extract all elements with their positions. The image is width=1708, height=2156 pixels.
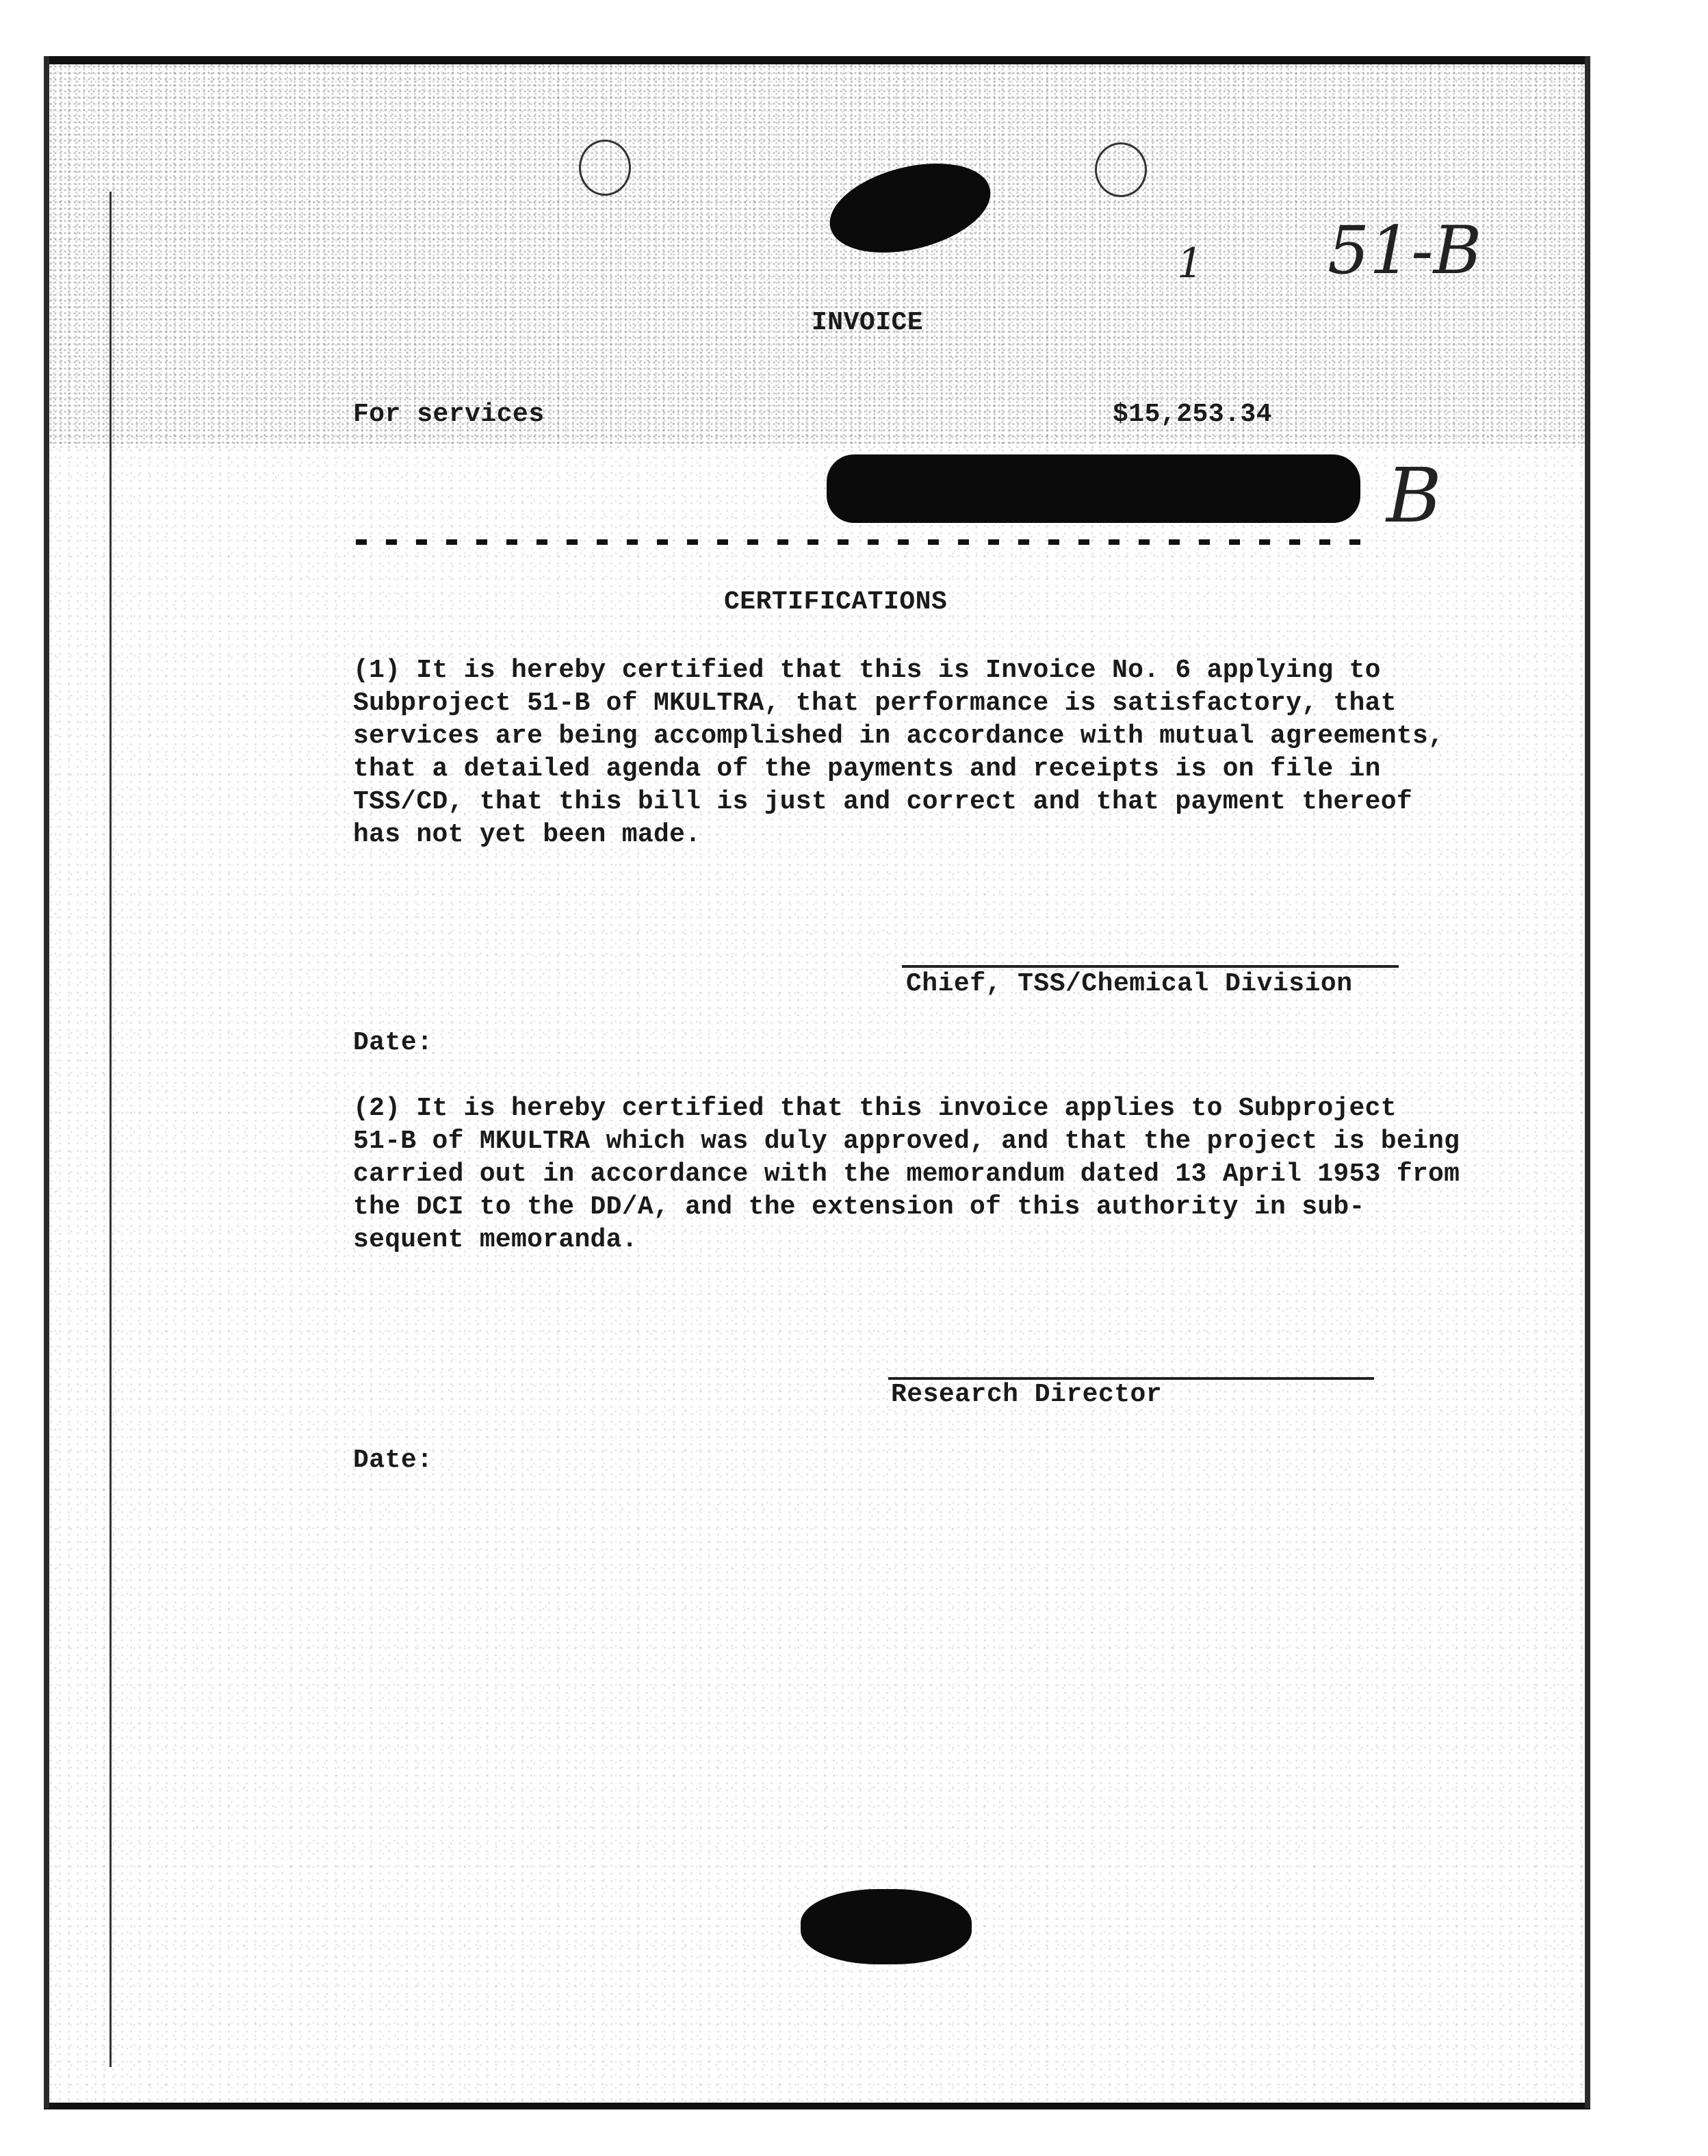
cert1-line: services are being accomplished in accordance with mutual agreements, xyxy=(353,721,1445,751)
separator-line xyxy=(356,539,1362,545)
date-label-1: Date: xyxy=(353,1028,433,1057)
cert2-line: carried out in accordance with the memorandum dated 13 April 1953 from xyxy=(353,1159,1460,1189)
cert1-line: has not yet been made. xyxy=(353,820,701,849)
cert2-line: the DCI to the DD/A, and the extension of this authority in sub- xyxy=(353,1192,1365,1222)
cert1-line: (1) It is hereby certified that this is Invoice No. 6 applying to xyxy=(353,656,1381,685)
redaction-payee xyxy=(827,454,1360,523)
certifications-heading: CERTIFICATIONS xyxy=(724,587,948,617)
invoice-title: INVOICE xyxy=(812,308,924,337)
scan-frame-left xyxy=(44,56,49,2108)
certification-1 xyxy=(353,654,1444,851)
cert1-line: that a detailed agenda of the payments and receipts is on file in xyxy=(353,754,1381,784)
cert2-line: 51-B of MKULTRA which was duly approved, and that the project is being xyxy=(353,1127,1460,1156)
handwritten-number: 51-B xyxy=(1328,212,1482,289)
redaction-bottom xyxy=(801,1889,972,1964)
handwritten-mark: 1 xyxy=(1177,240,1204,287)
handwritten-letter: B xyxy=(1386,452,1442,539)
scan-frame-right xyxy=(1585,56,1590,2108)
signature-1-title: Chief, TSS/Chemical Division xyxy=(906,969,1353,999)
handwritten-circle-c xyxy=(1095,142,1147,197)
date-label-2: Date: xyxy=(353,1446,433,1475)
invoice-amount: $15,253.34 xyxy=(1113,400,1273,429)
cert1-line: TSS/CD, that this bill is just and correct and that payment thereof xyxy=(353,787,1412,817)
cert2-line: (2) It is hereby certified that this invoice applies to Subproject xyxy=(353,1094,1397,1123)
certification-2 xyxy=(353,1092,1460,1257)
signature-2-title: Research Director xyxy=(891,1380,1163,1409)
handwritten-circle-d xyxy=(579,140,631,196)
scan-frame-top xyxy=(44,56,1590,64)
scan-frame-bottom xyxy=(44,2103,1590,2109)
cert1-line: Subproject 51-B of MKULTRA, that performance is satisfactory, that xyxy=(353,689,1397,718)
services-label: For services xyxy=(353,400,545,429)
margin-rule xyxy=(109,192,112,2067)
cert2-line: sequent memoranda. xyxy=(353,1225,638,1255)
